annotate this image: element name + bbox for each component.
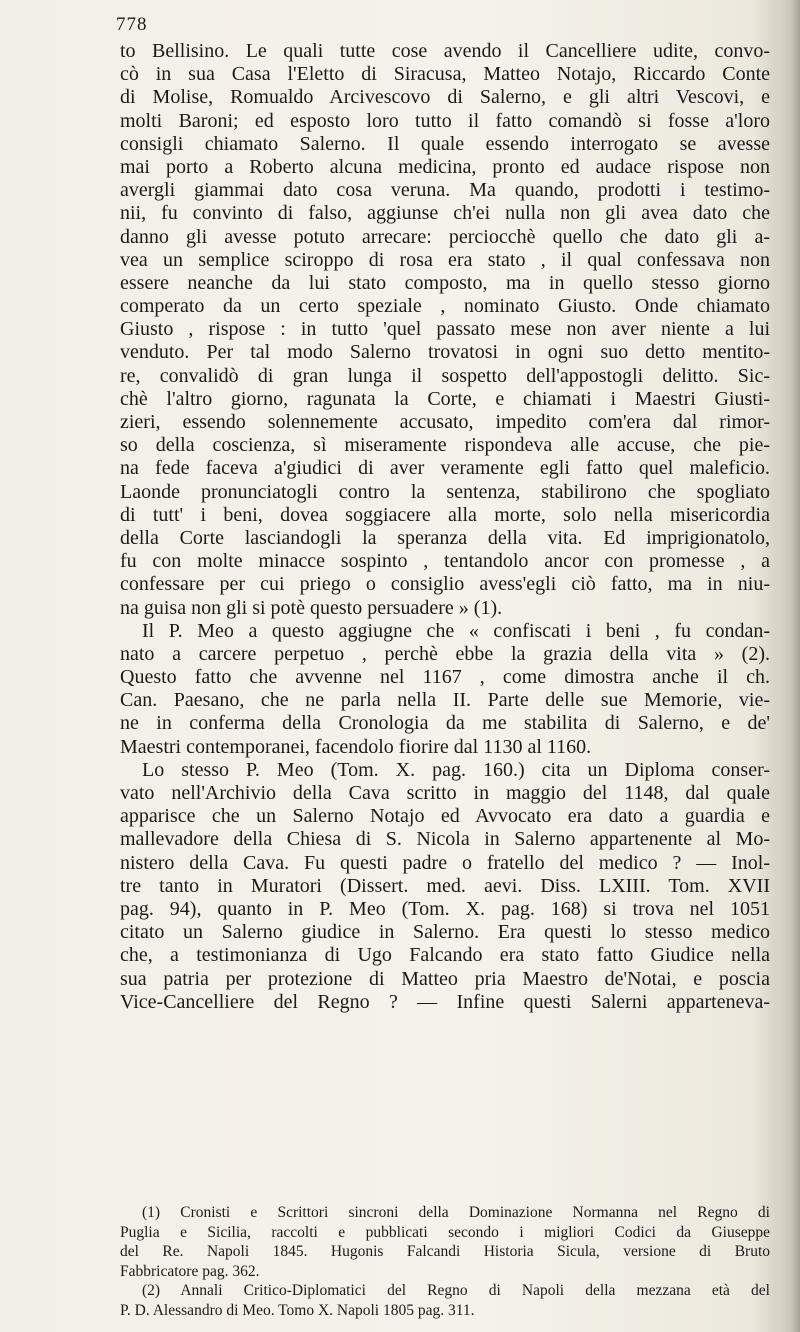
text-line: di tutt' i beni, dovea soggiacere alla morte, solo nella misericordia [120,503,770,526]
text-line: Maestri contemporanei, facendolo fiorire dal 1130 al 1160. [120,735,592,758]
main-text [120,40,770,1014]
text-line: ne in conferma della Cronologia da me stabilita di Salerno, e de' [120,712,770,735]
text-line: confessare per cui priego o consiglio avess'egli ciò fatto, ma in niu- [120,573,770,596]
text-line: cò in sua Casa l'Eletto di Siracusa, Matteo Notajo, Riccardo Conte [120,63,770,86]
text-line: Lo stesso P. Meo (Tom. X. pag. 160.) cita un Diploma conser- [142,758,770,781]
text-line: sua patria per protezione di Matteo pria Maestro de'Notai, e poscia [120,967,770,990]
text-line: re, convalidò di gran lunga il sospetto dell'appostogli delitto. Sic- [120,364,770,387]
text-line: nii, fu convinto di falso, aggiunse ch'ei nulla non gli avea dato che [120,202,770,225]
text-line: venduto. Per tal modo Salerno trovatosi in ogni suo detto mentito- [120,341,770,364]
text-line: tre tanto in Muratori (Dissert. med. aevi. Diss. LXIII. Tom. XVII [120,874,770,897]
text-line: Giusto , rispose : in tutto 'quel passato mese non aver niente a lui [120,318,770,341]
footnote-line: P. D. Alessandro di Meo. Tomo X. Napoli 1805 pag. 311. [120,1301,475,1319]
text-line: mallevadore della Chiesa di S. Nicola in Salerno appartenente al Mo- [120,828,770,851]
text-line: mai porto a Roberto alcuna medicina, pronto ed audace rispose non [120,155,770,178]
footnote-line: (2) Annali Critico-Diplomatici del Regno di Napoli della mezzana età del [142,1282,770,1300]
text-line: vea un semplice sciroppo di rosa era stato , il qual confessava non [120,248,770,271]
text-line: comperato da un certo speziale , nominato Giusto. Onde chiamato [120,295,770,318]
text-line: Il P. Meo a questo aggiugne che « confiscati i beni , fu condan- [142,619,770,642]
footnotes [120,1203,770,1321]
text-line: nato a carcere perpetuo , perchè ebbe la grazia della vita » (2). [120,642,770,665]
text-line: so della coscienza, sì miseramente rispondeva alle accuse, che pie- [120,434,770,457]
text-line: consigli chiamato Salerno. Il quale essendo interrogato se avesse [120,132,770,155]
text-line: na guisa non gli si potè questo persuadere » (1). [120,596,503,619]
page-number: 778 [116,14,148,35]
text-line: Vice-Cancelliere del Regno ? — Infine questi Salerni appartenevа- [120,990,770,1013]
text-line: che, a testimonianza di Ugo Falcando era stato fatto Giudice nella [120,944,770,967]
footnote-line: Puglia e Sicilia, raccolti e pubblicati secondo i migliori Codici da Giuseppe [120,1223,770,1241]
text-line: zieri, essendo solennemente accusato, impedito com'era dal rimor- [120,411,770,433]
text-line: avergli giammai dato cosa veruna. Ma quando, prodotti i testimo- [120,179,770,202]
text-line: apparisce che un Salerno Notajo ed Avvocato era dato a guardia e [120,805,770,828]
text-line: chè l'altro giorno, ragunata la Corte, e chiamati i Maestri Giusti- [120,387,770,410]
text-line: na fede faceva a'giudici di aver veramente egli fatto quel maleficio. [120,457,770,480]
text-line: di Molise, Romualdo Arcivescovo di Salerno, e gli altri Vescovi, e [120,86,770,109]
footnote-line: Fabbricatore pag. 362. [120,1262,260,1280]
text-line: citato un Salerno giudice in Salerno. Era questi lo stesso medico [120,921,770,944]
text-line: pag. 94), quanto in P. Meo (Tom. X. pag. 168) si trova nel 1051 [120,897,770,920]
text-line: molti Baroni; ed esposto loro tutto il fatto comandò si fosse a'loro [120,109,770,132]
text-line: Can. Paesano, che ne parla nella II. Parte delle sue Memorie, vie- [120,689,770,712]
text-line: danno gli avesse potuto arrecare: perciocchè quello che dato gli a- [120,225,770,248]
text-line: to Bellisino. Le quali tutte cose avendo il Cancelliere udite, convo- [120,40,770,62]
text-line: vato nell'Archivio della Cava scritto in maggio del 1148, dal quale [120,782,770,804]
text-line: Laonde pronunciatogli contro la sentenza, stabilirono che spogliato [120,480,770,503]
footnote-line: (1) Cronisti e Scrittori sincroni della Dominazione Normanna nel Regno di [142,1204,770,1221]
text-line: essere neanche da lui stato composto, ma in quello stesso giorno [120,271,770,294]
footnote-line: del Re. Napoli 1845. Hugonis Falcandi Historia Sicula, versione di Bruto [120,1243,770,1261]
page-edge-shadow [778,0,800,1332]
text-line: nistero della Cava. Fu questi padre o fratello del medico ? — Inol- [120,851,770,874]
text-line: Questo fatto che avvenne nel 1167 , come dimostra anche il ch. [120,666,770,689]
text-line: della Corte lasciandogli la speranza della vita. Ed imprigionatolo, [120,526,770,549]
text-line: fu con molte minacce sospinto , tentandolo ancor con promesse , a [120,550,770,573]
